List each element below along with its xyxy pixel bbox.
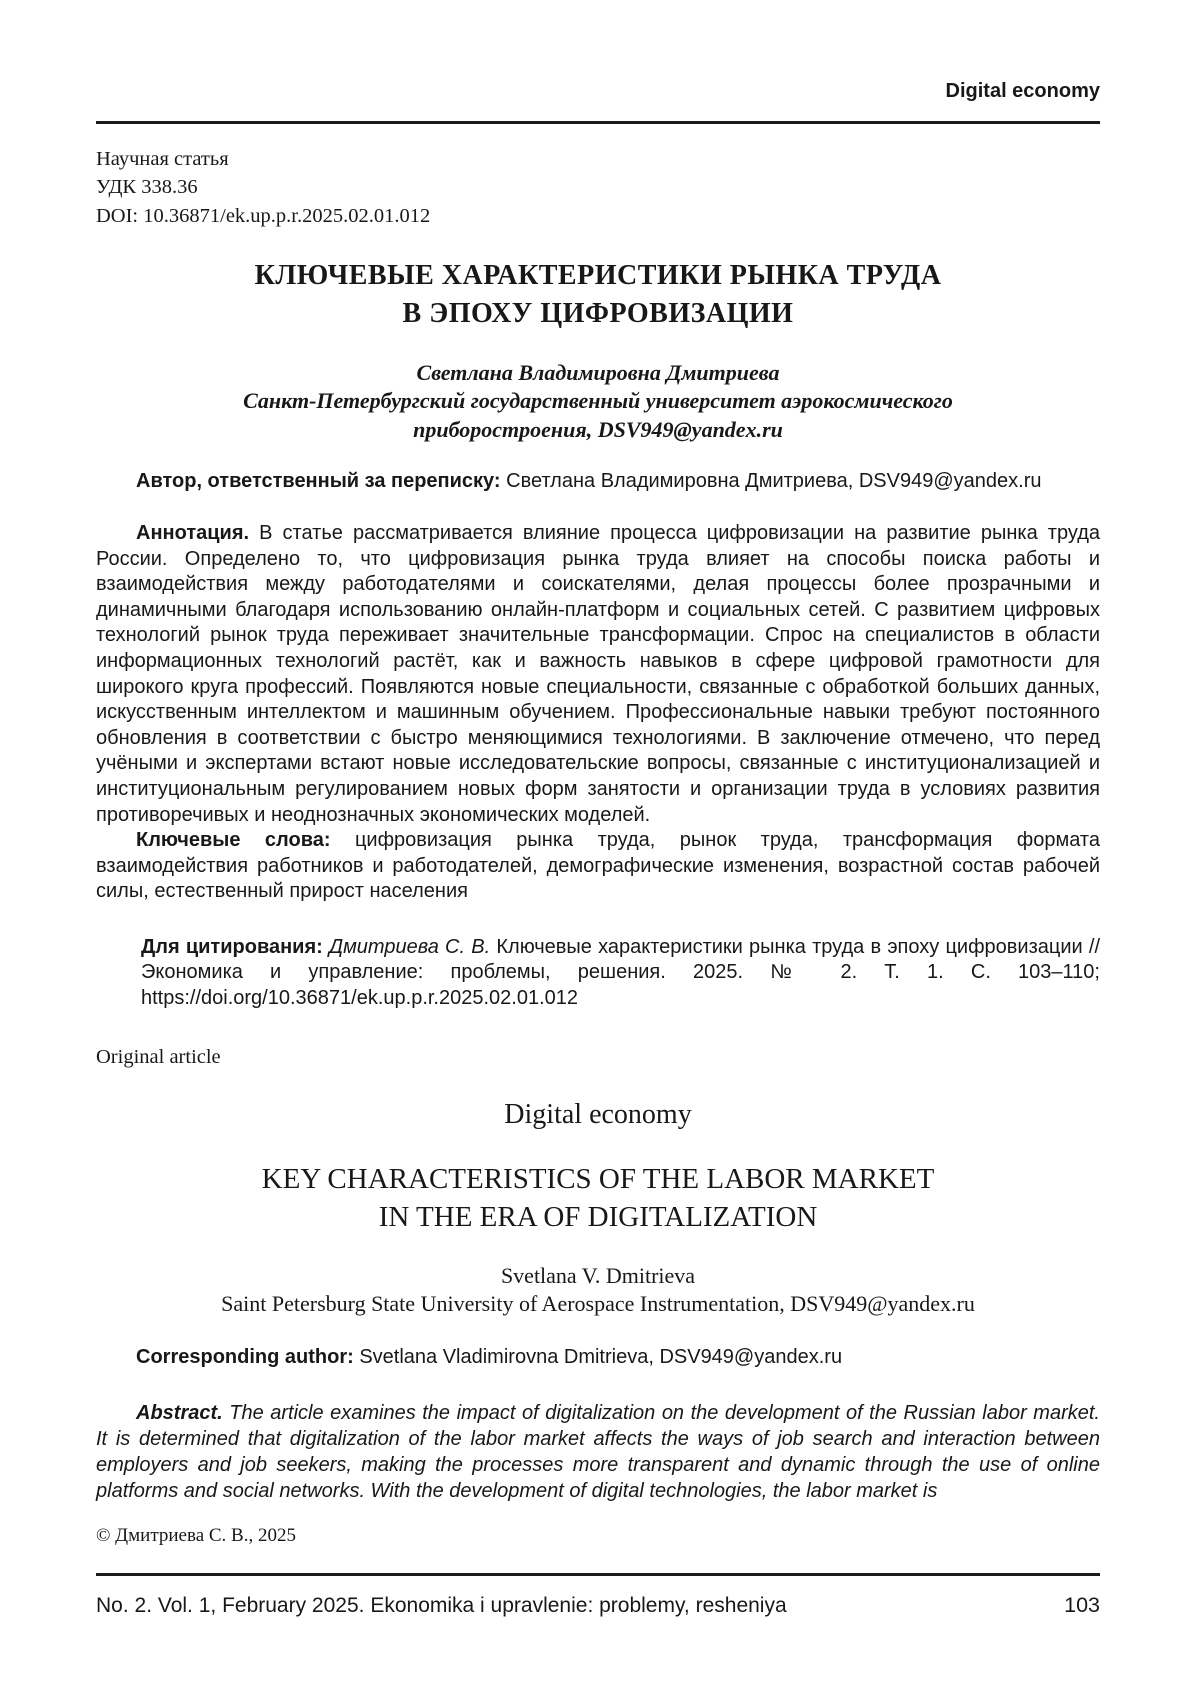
article-title-en-line2: IN THE ERA OF DIGITALIZATION xyxy=(378,1200,818,1233)
corresponding-label-ru: Автор, ответственный за переписку: xyxy=(136,470,501,493)
affiliation-ru-line1: Санкт-Петербургский государственный университет аэрокосмического xyxy=(243,388,953,414)
corresponding-author-ru xyxy=(96,469,1100,495)
author-name-ru: Светлана Владимировна Дмитриева xyxy=(416,359,780,385)
article-title-en-line1: KEY CHARACTERISTICS OF THE LABOR MARKET xyxy=(261,1162,935,1195)
author-name-en: Svetlana V. Dmitrieva xyxy=(500,1262,696,1288)
citation-label: Для цитирования: xyxy=(141,935,323,958)
footer-page-number: 103 xyxy=(1064,1593,1100,1617)
corresponding-author-en xyxy=(96,1345,1100,1371)
doi-line: DOI: 10.36871/ek.up.p.r.2025.02.01.012 xyxy=(96,204,431,227)
corresponding-text-ru: Светлана Владимировна Дмитриева, DSV949@yandex.ru xyxy=(500,470,1042,493)
keywords-label-ru: Ключевые слова: xyxy=(136,829,331,852)
abstract-label-en: Abstract. xyxy=(136,1402,223,1425)
article-title-ru-line1: КЛЮЧЕВЫЕ ХАРАКТЕРИСТИКИ РЫНКА ТРУДА xyxy=(254,259,942,291)
corresponding-label-en: Corresponding author: xyxy=(136,1345,354,1368)
copyright-line: © Дмитриева С. В., 2025 xyxy=(96,1525,296,1547)
abstract-text-ru: В статье рассматривается влияние процесса цифровизации на развитие рынка труда России. Определено то, что цифровизация рынка труда влияет на способы поиска работы и взаимодействия между работодателями и соискателями, делая процессы более прозрачными и динамичными благодаря использованию онлайн-платформ и социальных сетей. С развитием цифровых технологий рынок труда переживает значительные трансформации. Спрос на специалистов в области информационных технологий растёт, как и важность навыков в сфере цифровой грамотности для широкого круга профессий. Появляются новые специальности, связанные с обработкой больших данных, искусственным интеллектом и машинным обучением. Профессиональные навыки требуют постоянного обновления в соответствии с быстро меняющимися технологиями. В заключение отмечено, что перед учёными и экспертами встают новые исследовательские вопросы, связанные с институционализацией и институциональным регулированием новых форм занятости и организации труда в условиях развития противоречивых и неоднозначных экономических моделей. xyxy=(96,521,1100,826)
udk-number: УДК 338.36 xyxy=(96,176,198,199)
article-meta xyxy=(96,145,1100,230)
journal-section-label-en: Digital economy xyxy=(504,1098,692,1130)
footer-issue-info: No. 2. Vol. 1, February 2025. Ekonomika i upravlenie: problemy, resheniya xyxy=(96,1594,787,1617)
citation-author: Дмитриева С. В. xyxy=(322,935,491,958)
page-footer xyxy=(96,1573,1100,1618)
article-type-ru: Научная статья xyxy=(96,148,229,170)
abstract-label-ru: Аннотация. xyxy=(136,521,250,544)
author-block-en xyxy=(96,1262,1100,1318)
abstract-en xyxy=(96,1400,1100,1504)
journal-section-label: Digital economy xyxy=(945,80,1100,102)
abstract-ru xyxy=(96,521,1100,828)
citation-block xyxy=(141,935,1100,1012)
affiliation-ru-line2: приборостроения, DSV949@yandex.ru xyxy=(413,416,783,442)
abstract-text-en: The article examines the impact of digitalization on the development of the Russian labor market. It is determined that digitalization of the labor market affects the ways of job search and interaction between employers and job seekers, making the processes more transparent and dynamic through the use of online platforms and social networks. With the development of digital technologies, the labor market is xyxy=(96,1402,1100,1503)
top-divider xyxy=(96,121,1100,124)
corresponding-text-en: Svetlana Vladimirovna Dmitrieva, DSV949@yandex.ru xyxy=(353,1345,843,1368)
keywords-ru xyxy=(96,828,1100,905)
article-title-ru-line2: В ЭПОХУ ЦИФРОВИЗАЦИИ xyxy=(402,297,794,329)
author-block-ru xyxy=(96,359,1100,445)
article-title-en xyxy=(96,1160,1100,1236)
affiliation-en: Saint Petersburg State University of Aerospace Instrumentation, DSV949@yandex.ru xyxy=(221,1290,975,1316)
keywords-text-ru: цифровизация рынка труда, рынок труда, трансформация формата взаимодействия работников и работодателей, демографические изменения, возрастной состав рабочей силы, естественный прирост населения xyxy=(96,829,1100,903)
article-type-en: Original article xyxy=(96,1045,221,1068)
article-title-ru xyxy=(96,257,1100,333)
citation-text: Ключевые характеристики рынка труда в эпоху цифровизации // Экономика и управление: проблемы, решения. 2025. № 2. Т. 1. С. 103–110; https://doi.org/10.36871/ek.up.p.r.2025.02.01.012 xyxy=(141,935,1100,1010)
footer-divider xyxy=(96,1573,1100,1576)
